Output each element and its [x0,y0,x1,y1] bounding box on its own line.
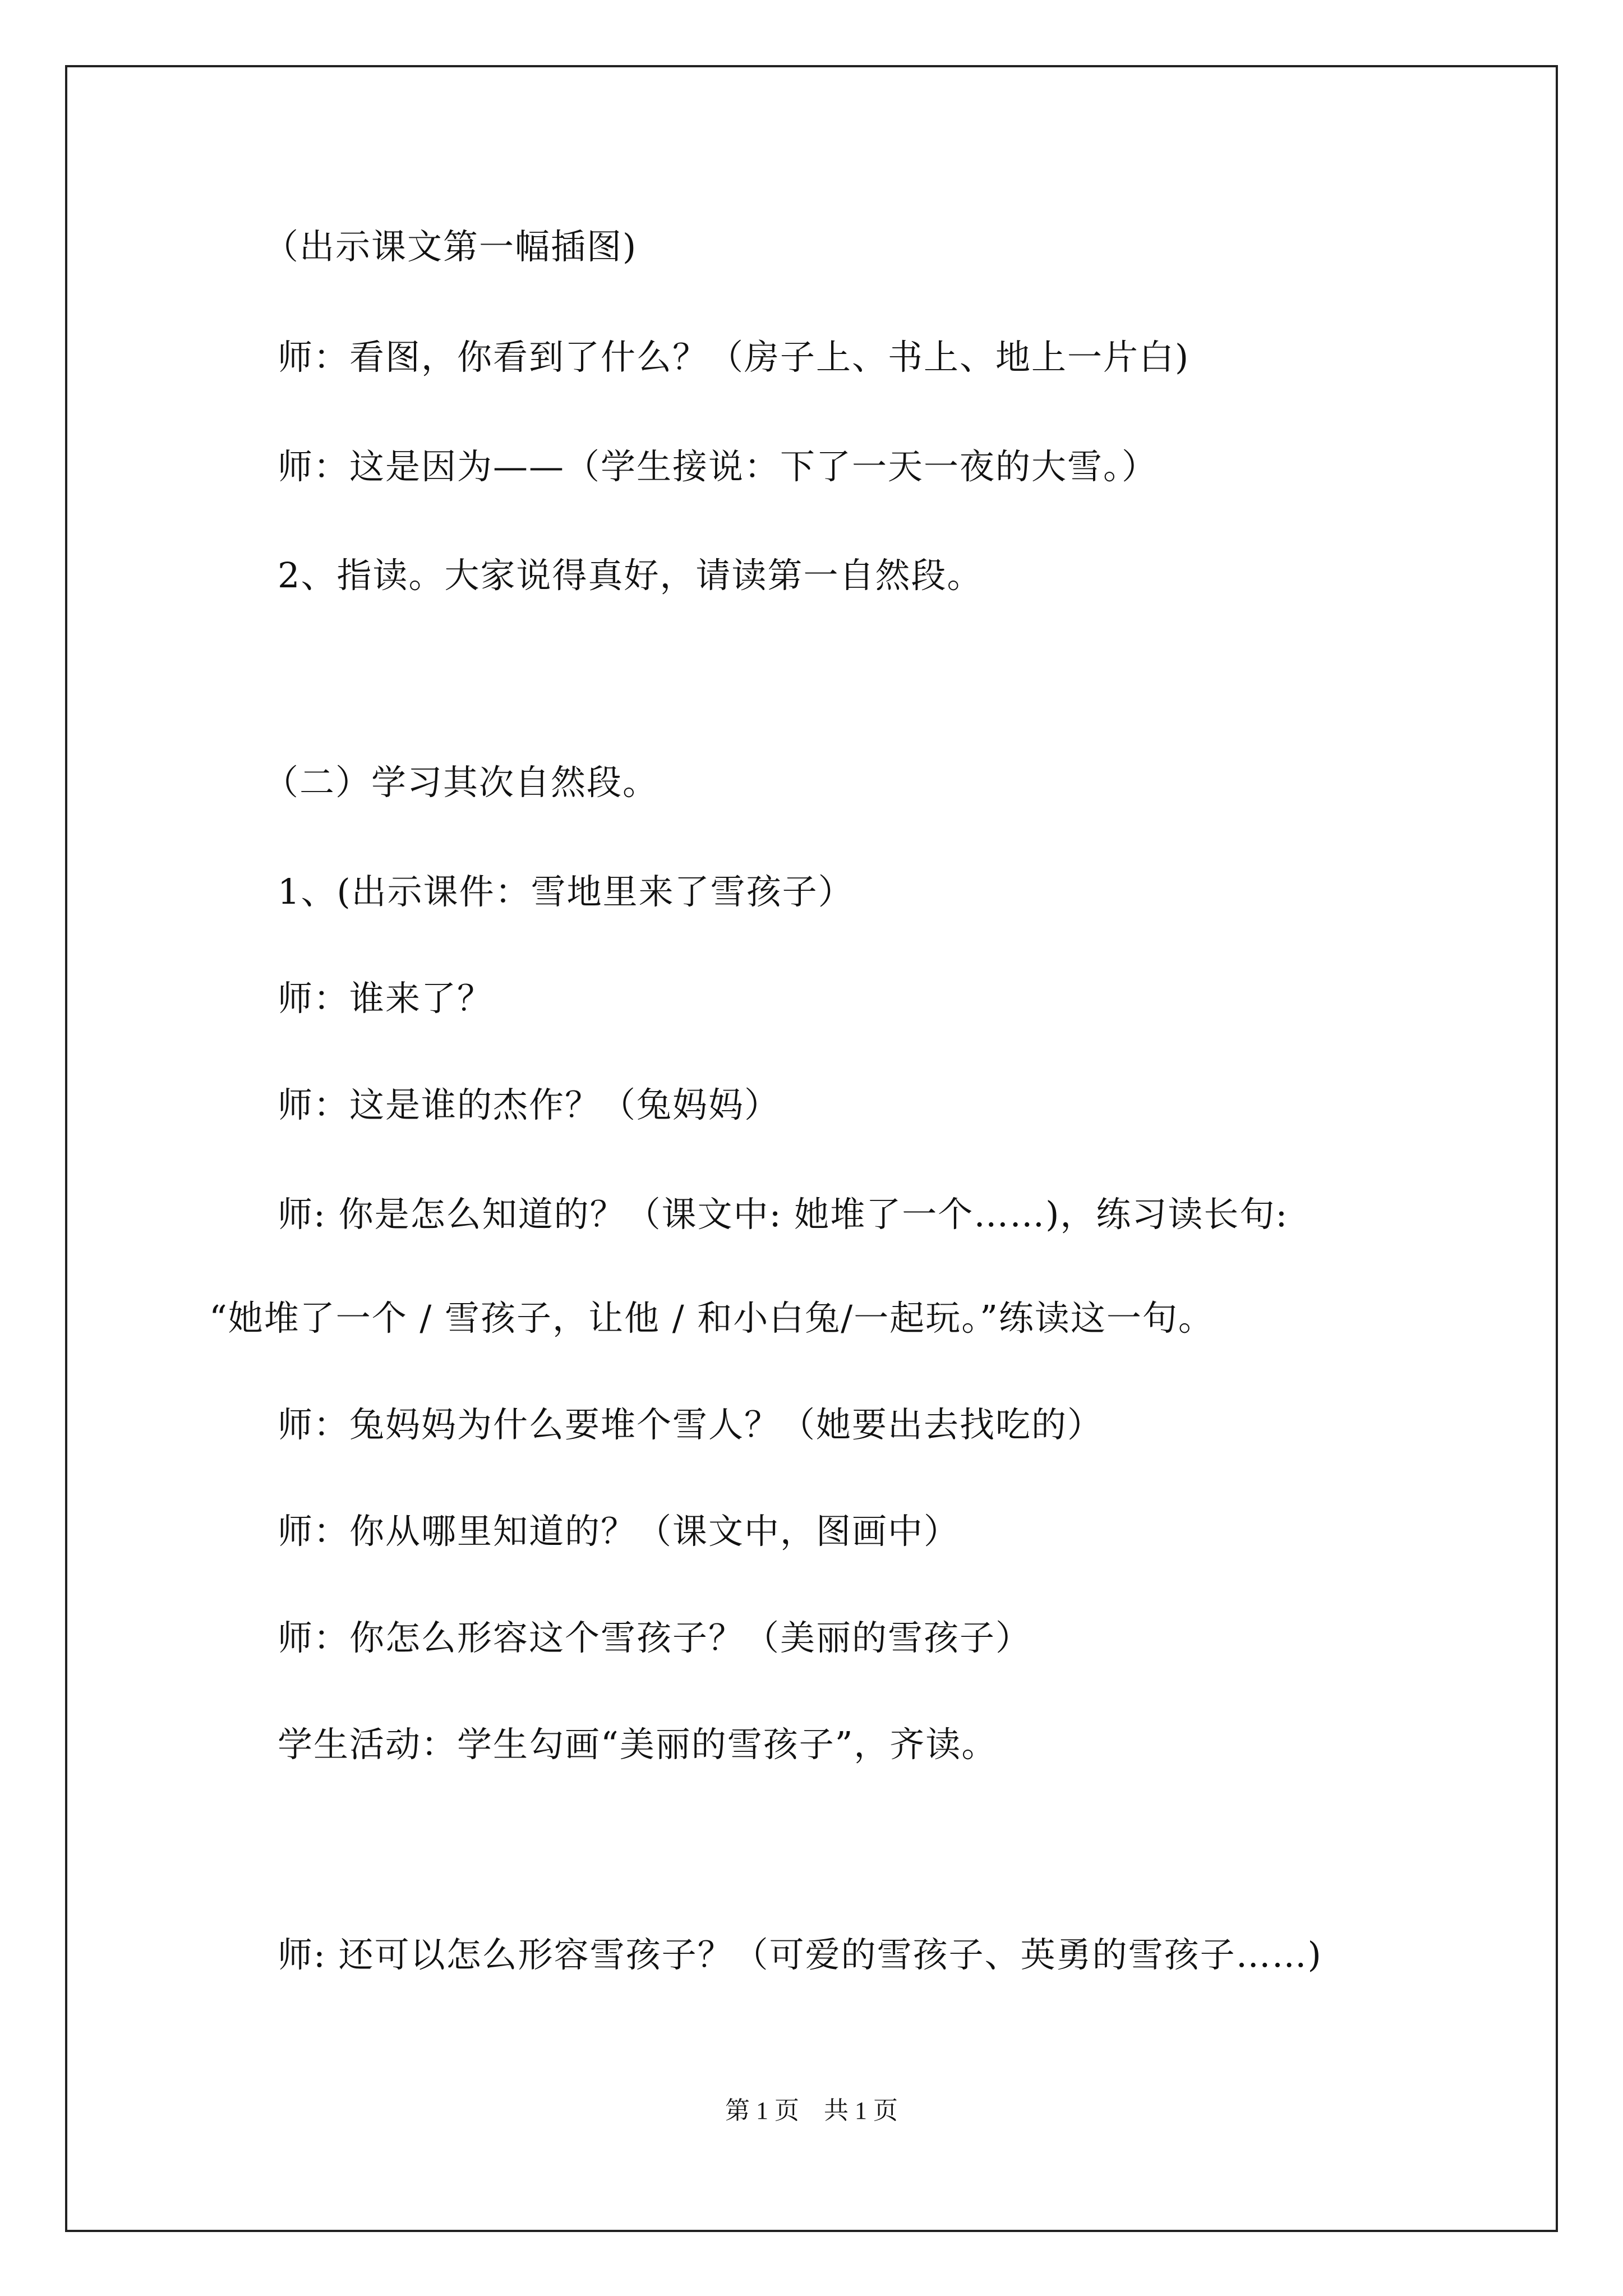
text-line-7: 师：谁来了？ [278,978,494,1019]
text-line-12: 师：你从哪里知道的？（课文中，图画中） [278,1511,960,1552]
page-border [65,65,1558,2232]
page-footer: 第 1 页 共 1 页 [725,2097,898,2124]
text-line-8: 师：这是谁的杰作？（兔妈妈） [278,1084,781,1125]
text-line-15: 师: 还可以怎么形容雪孩子？（可爱的雪孩子、英勇的雪孩子……) [278,1934,1322,1975]
text-line-10: “她堆了一个 / 雪孩子，让他 / 和小白兔/一起玩。”练读这一句。 [209,1297,1214,1338]
text-line-1: （出示课文第一幅插图) [264,226,638,267]
text-line-13: 师：你怎么形容这个雪孩子？（美丽的雪孩子） [278,1617,1032,1658]
text-line-9: 师: 你是怎么知道的？（课文中: 她堆了一个……)，练习读长句: [278,1194,1289,1235]
text-line-2: 师：看图，你看到了什么？（房子上、书上、地上一片白) [278,337,1190,378]
text-line-14: 学生活动：学生勾画“美丽的雪孩子”，齐读。 [278,1724,998,1765]
text-line-4: 2、指读。大家说得真好，请读第一自然段。 [278,555,983,596]
text-line-3: 师：这是因为——（学生接说：下了一天一夜的大雪。） [278,446,1158,487]
section-heading: （二）学习其次自然段。 [264,762,659,803]
text-line-11: 师：兔妈妈为什么要堆个雪人？（她要出去找吃的） [278,1404,1104,1445]
text-line-6: 1、(出示课件：雪地里来了雪孩子） [278,871,854,912]
